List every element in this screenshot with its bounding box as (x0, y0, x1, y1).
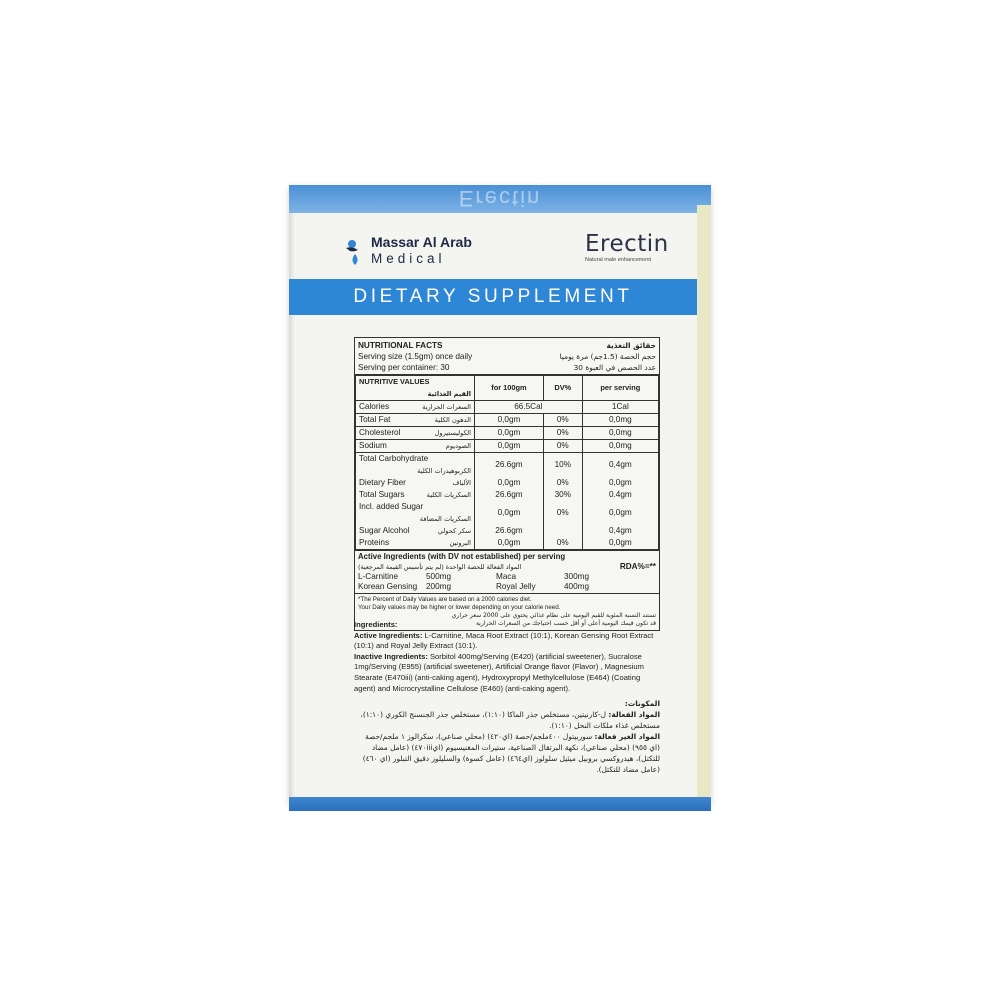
row-serving: 0,4gm (582, 453, 658, 478)
active-name: Royal Jelly (496, 582, 536, 591)
company-name: Massar Al Arab (371, 234, 472, 250)
row-label-ar: السعرات الحرارية (422, 403, 471, 411)
serving-size-en: Serving size (1.5gm) once daily (358, 352, 473, 361)
box-bottom-edge (289, 797, 711, 811)
facts-title-en: NUTRITIONAL FACTS (358, 341, 443, 350)
table-header-row (356, 376, 659, 401)
row-label-ar: السكريات الكلية (426, 491, 471, 499)
row-label-en: Total Fat (359, 415, 391, 424)
active-title-ar: المواد الفعالة للحصة الواحدة (لم يتم تأسيس القيمة المرجعية) (358, 563, 522, 571)
row-serving: 0,0gm (582, 537, 658, 550)
inactive-ingredients-text (354, 652, 660, 694)
row-label-ar: الألياف (452, 479, 471, 487)
nutrition-table (355, 375, 659, 550)
row-serving: 0,0gm (582, 477, 658, 489)
ingredients-heading: Ingredients: (354, 620, 398, 629)
row-dv (543, 525, 582, 537)
footnote-ar: تستند النسبة المئوية للقيم اليومية على نظام غذائي يحتوي على 2000 سعر حراري (451, 612, 656, 619)
active-label-ar: المواد الفعالة: (608, 710, 660, 719)
active-amount: 400mg (564, 582, 590, 591)
active-amount: 500mg (426, 572, 452, 581)
facts-header (355, 338, 659, 375)
table-row (356, 427, 659, 440)
product-tagline: Natural male enhancement (585, 257, 652, 263)
row-per100: 0,0gm (475, 477, 544, 489)
servings-ar: عدد الحصص في العبوة 30 (573, 363, 656, 372)
table-row (356, 401, 659, 414)
table-row (356, 525, 659, 537)
company-logo (344, 232, 494, 272)
company-subtitle: Medical (371, 251, 446, 266)
row-per100: 0,0gm (475, 414, 544, 427)
active-row (358, 572, 656, 582)
inactive-text: Sorbitol 400mg/Serving (E420) (artificial sweetener), Sucralose 1mg/Serving (E955) (artificial sweetener), Artificial Orange flavor (Flavor) , Magnesium Stearate (E470iii) (anti-caking agent), Hydroxypropyl Methylcellulose (E464) (Coating agent) and Microcrystalline Cellulose (E460) (anti-caking agent). (354, 651, 644, 693)
active-row (358, 582, 656, 592)
row-per100: 0,0gm (475, 537, 544, 550)
inactive-text-ar: سوربيتول ٤٠٠ملجم/حصة (اي٤٢٠) (محلي صناعي)، سكرالوز ١ ملجم/حصة (اي ٩٥٥) (محلي صناعي)، نكهة البرتقال الصناعية، ستيرات المغنيسيوم (اي٤٧٠iii) (عامل مضاد للتكتل)، هيدروكسي بروبيل ميثيل سلولوز (اي٤٦٤) (عامل كسوة) والسليلوز دقيق التبلور (اي ٤٦٠) (عامل مضاد للتكتل). (362, 732, 660, 774)
box-top-flap (289, 185, 711, 213)
table-row (356, 477, 659, 489)
row-label-en: Total Carbohydrate (359, 454, 429, 463)
row-serving: 0,0mg (582, 440, 658, 453)
row-per100: 26.6gm (475, 525, 544, 537)
row-per100: 0,0gm (475, 440, 544, 453)
active-label: Active Ingredients: (354, 630, 423, 640)
table-row (356, 501, 659, 525)
row-serving: 0,0mg (582, 414, 658, 427)
servings-en: Serving per container: 30 (358, 363, 450, 372)
inactive-ingredients-text-ar (354, 731, 660, 775)
row-per100: 66.5Cal (475, 401, 583, 414)
active-name: Korean Gensing (358, 582, 418, 591)
table-row (356, 537, 659, 550)
row-per100: 26.6gm (475, 453, 544, 478)
footnote-ar: قد تكون قيمك اليومية أعلى أو أقل حسب احتياجك من السعرات الحرارية (475, 620, 656, 627)
product-name: Erectin (585, 231, 669, 257)
row-per100: 0,0gm (475, 427, 544, 440)
row-label-en: Sodium (359, 441, 387, 450)
row-label-ar: السكريات المضافة (419, 515, 471, 523)
row-label-en: Cholesterol (359, 428, 401, 437)
nutrition-facts-panel (354, 337, 660, 631)
row-label-en: Calories (359, 402, 390, 411)
row-dv: 0% (543, 427, 582, 440)
drop-figure-icon (344, 236, 366, 266)
inactive-label-ar: المواد الغير فعالة: (594, 732, 660, 741)
row-label-en: Proteins (359, 538, 390, 547)
footnote-en: Your Daily values may be higher or lower depending on your calorie need. (358, 604, 561, 611)
col-values-en: NUTRITIVE VALUES (359, 377, 430, 386)
active-title-en: Active Ingredients (with DV not established) per serving (358, 552, 566, 561)
active-amount: 300mg (564, 572, 590, 581)
row-serving: 0.4gm (582, 489, 658, 501)
row-per100: 26.6gm (475, 489, 544, 501)
row-label-ar: البروتين (449, 539, 471, 547)
table-row (356, 489, 659, 501)
row-dv: 0% (543, 501, 582, 525)
box-right-edge (697, 205, 711, 797)
table-row (356, 453, 659, 478)
active-name: L-Carnitine (358, 572, 399, 581)
row-dv: 10% (543, 453, 582, 478)
table-row (356, 414, 659, 427)
serving-size-ar: حجم الحصة (1.5جم) مرة يوميا (559, 352, 656, 361)
active-name: Maca (496, 572, 517, 581)
facts-title-ar: حقائق التغذية (606, 341, 656, 350)
row-dv: 30% (543, 489, 582, 501)
dietary-banner (289, 279, 697, 315)
row-label-en: Incl. added Sugar (359, 502, 424, 511)
box-top-mirrored-text: Erectin (458, 186, 542, 211)
row-serving: 0,0gm (582, 501, 658, 525)
active-text-ar: ل-كارنيتين، مستخلص جذر الماكا (١:١٠)، مستخلص جذر الجنسنج الكوري (١:١٠)، مستخلص غذاء ملكات النحل (١:١٠). (360, 710, 660, 730)
table-row (356, 440, 659, 453)
ingredients-en (354, 620, 660, 694)
row-label-en: Total Sugars (359, 490, 405, 499)
row-dv: 0% (543, 414, 582, 427)
active-text: L-Carnitine, Maca Root Extract (10:1), Korean Gensing Root Extract (10:1) and Royal Jelly Extract (10:1). (354, 630, 654, 651)
row-label-ar: سكر كحولي (437, 527, 471, 535)
ingredients-heading-ar: المكونات: (624, 699, 660, 708)
rda-label: RDA%=** (619, 562, 656, 571)
row-label-ar: الصوديوم (445, 442, 471, 450)
product-logo (585, 232, 695, 272)
ingredients-ar (354, 698, 660, 775)
row-label-ar: الدهون الكلية (434, 416, 471, 424)
inactive-label: Inactive Ingredients: (354, 651, 428, 661)
row-label-en: Dietary Fiber (359, 478, 406, 487)
banner-text: DIETARY SUPPLEMENT (353, 286, 633, 307)
row-serving: 0,0mg (582, 427, 658, 440)
row-serving: 0,4gm (582, 525, 658, 537)
row-label-ar: الكوليستيرول (434, 429, 471, 437)
row-label-ar: الكربوهيدرات الكلية (417, 467, 471, 475)
row-dv: 0% (543, 440, 582, 453)
active-ingredients-text (354, 631, 660, 652)
row-dv: 0% (543, 477, 582, 489)
active-ingredients-text-ar (354, 709, 660, 731)
active-amount: 200mg (426, 582, 452, 591)
active-ingredients-block (355, 550, 659, 593)
col-per100: for 100gm (475, 376, 544, 401)
row-label-en: Sugar Alcohol (359, 526, 410, 535)
col-values-ar: القيم الغذائية (427, 390, 471, 398)
footnote-en: *The Percent of Daily Values are based on a 2000 calories diet. (358, 596, 532, 603)
row-serving: 1Cal (582, 401, 658, 414)
row-per100: 0,0gm (475, 501, 544, 525)
row-dv: 0% (543, 537, 582, 550)
col-dv: DV% (543, 376, 582, 401)
col-per-serving: per serving (582, 376, 658, 401)
